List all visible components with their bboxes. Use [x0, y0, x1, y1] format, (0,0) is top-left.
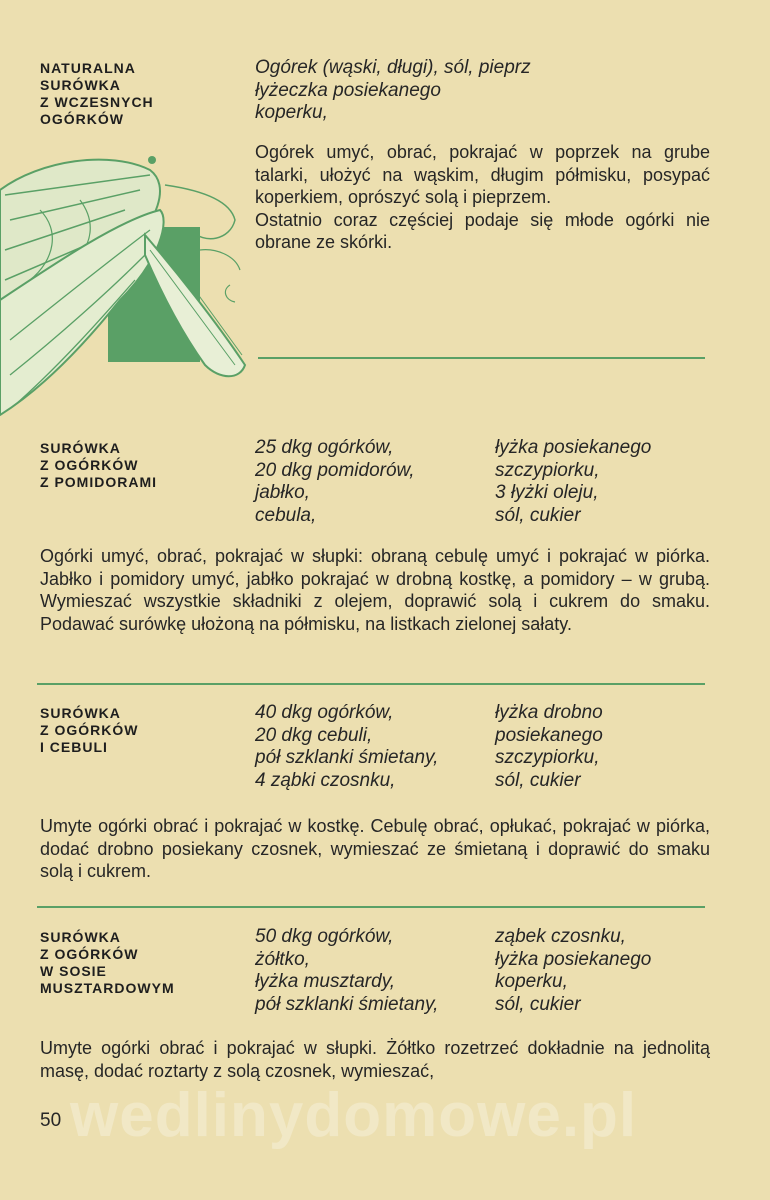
title-line: Z OGÓRKÓW	[40, 946, 139, 962]
title-line: SURÓWKA	[40, 705, 121, 721]
ingredient: jabłko,	[255, 482, 310, 503]
ingredient: żółtko,	[255, 948, 310, 970]
title-line: SURÓWKA	[40, 77, 121, 93]
title-line: W SOSIE	[40, 963, 107, 979]
ingredient: Ogórek (wąski, długi), sól, pieprz	[255, 57, 531, 78]
ingredients-list	[495, 437, 651, 527]
ingredients-list	[255, 702, 438, 792]
instruction-paragraph: Ogórek umyć, obrać, pokrajać w poprzek na grube talarki, ułożyć na wąskim, długim półmisku, posypać koperkiem, oprószyć solą i pieprzem.	[255, 142, 710, 207]
ingredients-list	[255, 926, 438, 1016]
title-line: SURÓWKA	[40, 929, 121, 945]
ingredient: łyżka drobno	[495, 702, 603, 723]
section-divider	[37, 906, 705, 908]
ingredient: łyżeczka posiekanego	[255, 79, 441, 101]
ingredient: 25 dkg ogórków,	[255, 437, 394, 458]
title-line: Z OGÓRKÓW	[40, 457, 139, 473]
title-line: MUSZTARDOWYM	[40, 980, 175, 996]
title-line: OGÓRKÓW	[40, 111, 124, 127]
ingredient: 20 dkg pomidorów,	[255, 459, 415, 481]
instruction-paragraph: Ogórki umyć, obrać, pokrajać w słupki: obraną cebulę umyć i pokrajać w piórka. Jabłko i pomidory umyć, jabłko pokrajać w drobną kostkę, a pomidory – w grubą. Wymieszać wszystkie składniki z olejem, doprawić solą i cukrem do smaku. Podawać surówkę ułożoną na półmisku, na listkach zielonej sałaty.	[40, 546, 710, 634]
ingredients-list	[255, 57, 531, 125]
ingredient: pół szklanki śmietany,	[255, 993, 439, 1015]
recipe-instructions	[255, 141, 710, 254]
title-line: I CEBULI	[40, 739, 108, 755]
ingredient: sól, cukier	[495, 504, 581, 526]
title-line: NATURALNA	[40, 60, 136, 76]
ingredients-list	[255, 437, 415, 527]
recipe-title-cucumber-mustard-sauce	[40, 929, 240, 997]
ingredient: łyżka posiekanego	[495, 437, 652, 458]
instruction-paragraph: Umyte ogórki obrać i pokrajać w kostkę. Cebulę obrać, opłukać, pokrajać w piórka, dodać drobno posiekany czosnek, wymieszać ze śmietaną i doprawić do smaku solą i cukrem.	[40, 816, 710, 881]
ingredient: pół szklanki śmietany,	[255, 747, 439, 768]
ingredients-list	[495, 702, 603, 792]
recipe-instructions	[40, 545, 710, 635]
title-line: Z WCZESNYCH	[40, 94, 154, 110]
section-divider	[258, 357, 705, 359]
ingredient: 4 ząbki czosnku,	[255, 769, 396, 791]
ingredient: szczypiorku,	[495, 747, 600, 768]
ingredients-list	[495, 926, 651, 1016]
instruction-paragraph: Ostatnio coraz częściej podaje się młode ogórki nie obrane ze skórki.	[255, 209, 710, 252]
watermark: wedlinydomowe.pl	[70, 1081, 638, 1150]
ingredient: ząbek czosnku,	[495, 926, 626, 947]
ingredient: koperku,	[495, 971, 568, 992]
ingredient: 20 dkg cebuli,	[255, 724, 373, 746]
cucumber-illustration	[0, 150, 260, 425]
ingredient: łyżka musztardy,	[255, 971, 396, 992]
recipe-title-cucumber-onion-salad	[40, 705, 240, 756]
recipe-title-cucumber-tomato-salad	[40, 440, 240, 491]
instruction-paragraph: Umyte ogórki obrać i pokrajać w słupki. Żółtko rozetrzeć dokładnie na jednolitą masę, dodać roztarty z solą czosnek, wymieszać,	[40, 1038, 710, 1081]
ingredient: sól, cukier	[495, 769, 581, 791]
title-line: Z POMIDORAMI	[40, 474, 157, 490]
ingredient: koperku,	[255, 102, 328, 123]
recipe-instructions	[40, 815, 710, 883]
section-divider	[37, 683, 705, 685]
recipe-title-natural-cucumber-salad	[40, 60, 240, 128]
ingredient: 50 dkg ogórków,	[255, 926, 394, 947]
ingredient: cebula,	[255, 504, 317, 526]
recipe-instructions	[40, 1037, 710, 1082]
ingredient: 3 łyżki oleju,	[495, 482, 599, 503]
ingredient: szczypiorku,	[495, 459, 600, 481]
page-number: 50	[40, 1110, 62, 1131]
ingredient: 40 dkg ogórków,	[255, 702, 394, 723]
ingredient: sól, cukier	[495, 993, 581, 1015]
title-line: SURÓWKA	[40, 440, 121, 456]
ingredient: łyżka posiekanego	[495, 948, 652, 970]
title-line: Z OGÓRKÓW	[40, 722, 139, 738]
ingredient: posiekanego	[495, 724, 603, 746]
